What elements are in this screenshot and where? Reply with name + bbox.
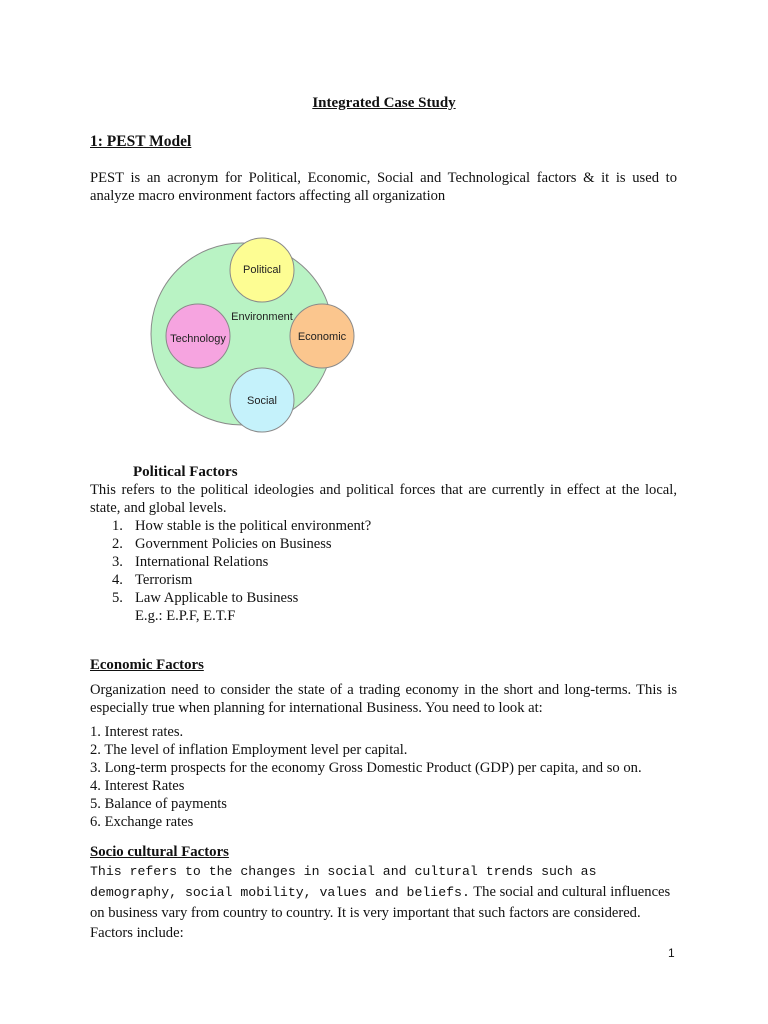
document-title: Integrated Case Study	[312, 95, 456, 111]
list-item: 5. Balance of payments	[90, 796, 227, 812]
list-item: 4. Interest Rates	[90, 778, 185, 794]
list-item: 2. The level of inflation Employment level per capital.	[90, 742, 408, 758]
list-item: 5. Law Applicable to Business	[112, 590, 299, 606]
economic-factors-heading: Economic Factors	[90, 657, 204, 673]
environment-label: Environment	[231, 311, 293, 323]
section-heading-pest: 1: PEST Model	[90, 133, 192, 150]
economic-list	[90, 723, 642, 831]
socio-text: The social and cultural influences on business vary from country to country. It is very important that such factors are considered. Factors include:	[90, 884, 671, 941]
socio-paragraph	[90, 861, 677, 943]
socio-mono-text: This refers to the changes in social and cultural trends such as demography, social mobility, values and beliefs.	[90, 864, 597, 900]
pest-intro-paragraph: PEST is an acronym for Political, Economic, Social and Technological factors & it is used to analyze macro environment factors affecting all organization	[90, 170, 677, 204]
page-number: 1	[668, 946, 675, 960]
list-item: 3. International Relations	[112, 554, 269, 570]
technology-label: Technology	[170, 333, 226, 345]
political-example: E.g.: E.P.F, E.T.F	[135, 608, 236, 624]
social-label: Social	[247, 395, 277, 407]
political-label: Political	[243, 264, 281, 276]
political-list	[112, 517, 371, 607]
economic-label: Economic	[297, 331, 347, 343]
political-paragraph: This refers to the political ideologies and political forces that are currently in effect at the local, state, and global levels.	[90, 482, 677, 516]
list-item: 3. Long-term prospects for the economy Gross Domestic Product (GDP) per capita, and so on.	[90, 760, 642, 776]
political-factors-heading: Political Factors	[133, 464, 238, 480]
socio-cultural-heading: Socio cultural Factors	[90, 844, 229, 860]
list-item: 1. How stable is the political environment?	[112, 518, 372, 534]
economic-paragraph: Organization need to consider the state of a trading economy in the short and long-terms. This is especially true when planning for international Business. You need to look at:	[90, 682, 677, 716]
list-item: 1. Interest rates.	[90, 724, 184, 740]
list-item: 4. Terrorism	[112, 572, 193, 588]
pest-diagram	[148, 222, 347, 450]
list-item: 6. Exchange rates	[90, 814, 194, 830]
list-item: 2. Government Policies on Business	[112, 536, 332, 552]
